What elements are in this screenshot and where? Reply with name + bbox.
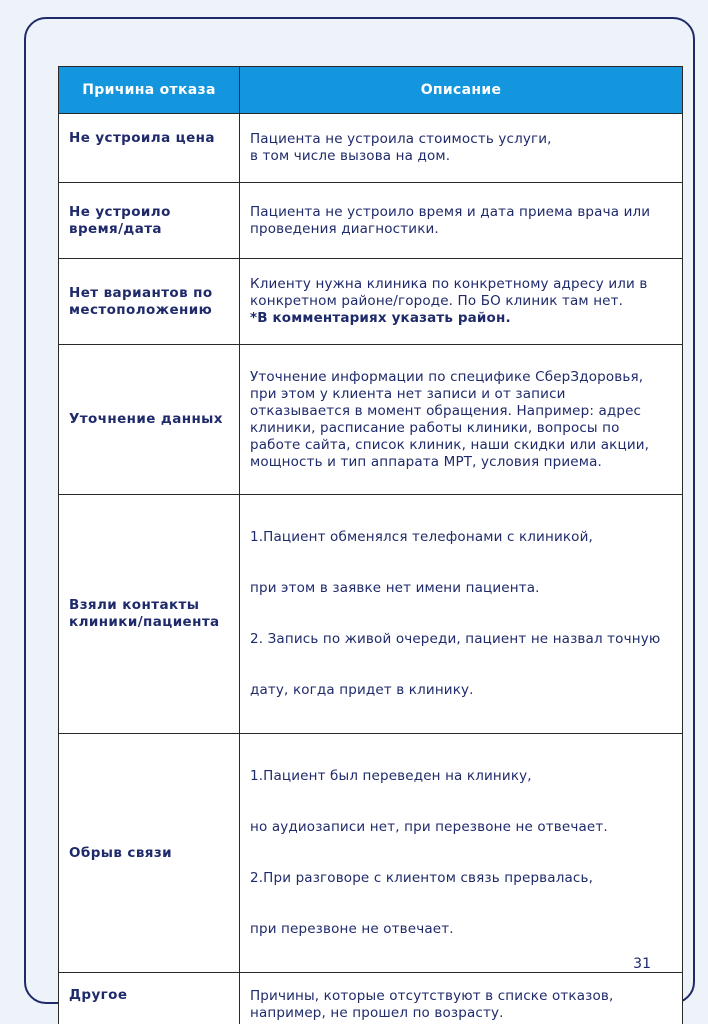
- description-line: 1.Пациент обменялся телефонами с клиникой,: [250, 529, 593, 545]
- header-reason: Причина отказа: [59, 67, 240, 114]
- description-line: 2. Запись по живой очереди, пациент не назвал точную: [250, 631, 661, 647]
- description-line: клиники, расписание работы клиники, вопросы по: [250, 419, 620, 436]
- row-description: [240, 734, 683, 973]
- row-reason: Обрыв связи: [59, 734, 240, 973]
- row-description: [240, 973, 683, 1024]
- description-line: дату, когда придет в клинику.: [250, 682, 474, 698]
- row-reason: Уточнение данных: [59, 345, 240, 495]
- description-line: конкретном районе/городе. По БО клиник там нет.: [250, 293, 624, 309]
- description-line-note: *В комментариях указать район.: [250, 310, 511, 326]
- description-line: Пациента не устроило время и дата приема врача или: [250, 203, 651, 220]
- header-description: Описание: [240, 67, 683, 114]
- description-line: мощность и тип аппарата МРТ, условия приема.: [250, 453, 602, 470]
- table-row: [59, 345, 683, 495]
- row-description: [240, 183, 683, 259]
- table-row: [59, 259, 683, 345]
- description-line: Пациента не устроила стоимость услуги,: [250, 131, 552, 147]
- table-row: [59, 734, 683, 973]
- description-line: работе сайта, список клиник, наши скидки или акции,: [250, 436, 650, 453]
- row-reason: Другое: [59, 973, 240, 1024]
- table-row: [59, 183, 683, 259]
- description-line: 1.Пациент был переведен на клинику,: [250, 768, 532, 784]
- description-line: но аудиозаписи нет, при перезвоне не отвечает.: [250, 819, 608, 835]
- row-reason: Не устроила цена: [59, 114, 240, 183]
- description-line: в том числе вызова на дом.: [250, 148, 451, 164]
- description-line: Уточнение информации по специфике СберЗдоровья,: [250, 368, 644, 385]
- description-line: при этом у клиента нет записи и от записи: [250, 385, 566, 402]
- row-description: [240, 345, 683, 495]
- refusal-reasons-table: [58, 66, 683, 1024]
- description-line: 2.При разговоре с клиентом связь прервалась,: [250, 870, 594, 886]
- description-line: Причины, которые отсутствуют в списке отказов,: [250, 988, 614, 1004]
- description-line: например, не прошел по возрасту.: [250, 1005, 504, 1021]
- row-reason: Нет вариантов по местоположению: [59, 259, 240, 345]
- row-description: [240, 495, 683, 734]
- table-row: [59, 495, 683, 734]
- table-header-row: [59, 67, 683, 114]
- row-description: [240, 259, 683, 345]
- table-row: [59, 973, 683, 1024]
- description-line: отказывается в момент обращения. Например: адрес: [250, 402, 642, 419]
- row-reason: Не устроило время/дата: [59, 183, 240, 259]
- row-reason: Взяли контакты клиники/пациента: [59, 495, 240, 734]
- description-line: проведения диагностики.: [250, 220, 439, 237]
- page-number: 31: [633, 956, 651, 972]
- description-line: при этом в заявке нет имени пациента.: [250, 580, 540, 596]
- table-row: [59, 114, 683, 183]
- description-line: при перезвоне не отвечает.: [250, 921, 454, 937]
- description-line: Клиенту нужна клиника по конкретному адресу или в: [250, 276, 648, 292]
- row-description: [240, 114, 683, 183]
